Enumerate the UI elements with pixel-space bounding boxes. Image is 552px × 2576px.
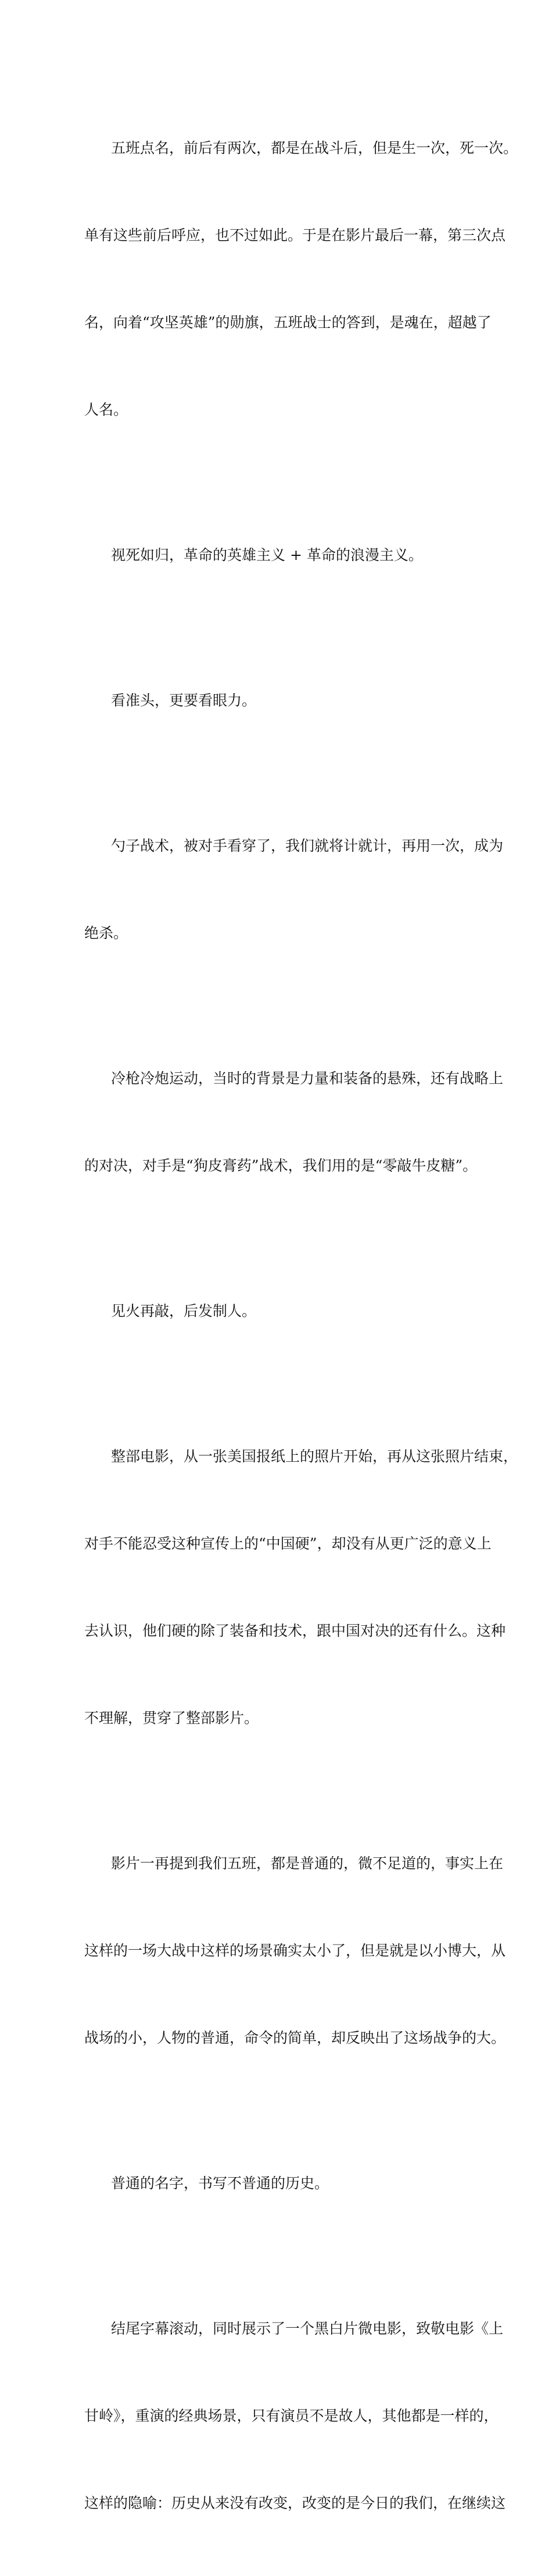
text-line: 对手不能忍受这种宣传上的“中国硬”，却没有从更广泛的意义上 (84, 1535, 492, 1552)
text-line: 的对决，对手是“狗皮膏药”战术，我们用的是“零敲牛皮糖”。 (84, 1157, 478, 1174)
paragraph (84, 76, 518, 483)
text-line: 名，向着“攻坚英雄”的勋旗，五班战士的答到，是魂在，超越了 (84, 314, 492, 331)
text-line: 不理解，贯穿了整部影片。 (84, 1710, 259, 1726)
text-line: 去认识，他们硬的除了装备和技术，跟中国对决的还有什么。这种 (84, 1622, 506, 1639)
paragraph (84, 1239, 485, 1384)
paragraph (84, 2111, 485, 2256)
text-line: 看准头，更要看眼力。 (111, 692, 257, 709)
text-line: 战场的小，人物的普通，命令的简单，却反映出了这场战争的大。 (84, 2029, 506, 2046)
text-line: 单有这些前后呼应，也不过如此。于是在影片最后一幕，第三次点 (84, 227, 506, 244)
text-line: 普通的名字，书写不普通的历史。 (111, 2175, 329, 2192)
text-line: 这样的隐喻：历史从来没有改变，改变的是今日的我们，在继续这 (84, 2495, 506, 2511)
text-line: 见火再敲，后发制人。 (111, 1303, 257, 1319)
paragraph (84, 773, 504, 1006)
text-line: 甘岭》，重演的经典场景，只有演员不是故人，其他都是一样的， (84, 2407, 499, 2424)
text-line: 影片一再提到我们五班，都是普通的，微不足道的，事实上在 (111, 1855, 504, 1872)
text-line: 视死如归，革命的英雄主义 + 革命的浪漫主义。 (111, 547, 423, 563)
text-line: 这样的一场大战中这样的场景确实太小了，但是就是以小博大，从 (84, 1942, 506, 1959)
text-line: 冷枪冷炮运动，当时的背景是力量和装备的悬殊，还有战略上 (111, 1070, 504, 1087)
text-line: 绝杀。 (84, 925, 128, 941)
paragraph (84, 483, 485, 628)
text-line: 五班点名，前后有两次，都是在战斗后，但是生一次，死一次。 (111, 140, 518, 156)
paragraph (84, 1384, 518, 1791)
document-body (84, 76, 518, 2576)
text-line: 勺子战术，被对手看穿了，我们就将计就计，再用一次，成为 (111, 837, 504, 854)
text-line: 整部电影，从一张美国报纸上的照片开始，再从这张照片结束， (111, 1448, 518, 1465)
text-line: 人名。 (84, 401, 128, 418)
text-line: 结尾字幕滚动，同时展示了一个黑白片微电影，致敬电影《上 (111, 2320, 504, 2337)
paragraph (84, 2256, 506, 2576)
paragraph (84, 1006, 504, 1239)
paragraph (84, 1791, 506, 2111)
paragraph (84, 628, 485, 773)
